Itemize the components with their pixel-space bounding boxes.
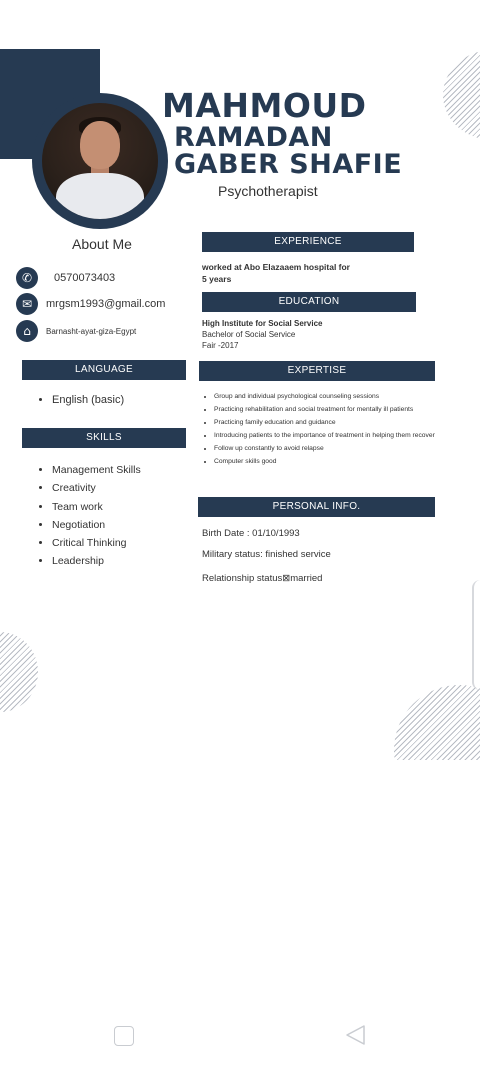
skill-item: • Leadership	[52, 552, 141, 570]
mail-icon: ✉	[16, 293, 38, 315]
email-address: mrgsm1993@gmail.com	[46, 298, 166, 310]
photo-face	[80, 121, 120, 169]
contact-address	[16, 320, 136, 342]
expertise-item: • Follow up constantly to avoid relapse	[214, 442, 435, 455]
expertise-heading: EXPERTISE	[199, 361, 435, 381]
birth-date: Birth Date : 01/10/1993	[202, 528, 300, 539]
home-address: Barnasht-ayat-giza-Egypt	[46, 326, 137, 336]
contact-phone	[16, 267, 115, 289]
education-heading: EDUCATION	[202, 292, 416, 312]
language-item: • English (basic)	[52, 394, 124, 406]
edge-scroll-handle[interactable]	[472, 580, 480, 690]
decorative-striped-circle	[0, 632, 38, 712]
job-title: Psychotherapist	[218, 183, 318, 199]
expertise-item: • Practicing rehabilitation and social treatment for mentally ill patients	[214, 403, 435, 416]
military-status: Military status: finished service	[202, 549, 331, 560]
language-heading: LANGUAGE	[22, 360, 186, 380]
name-first: MAHMOUD	[162, 86, 367, 125]
education-grade: Fair -2017	[202, 341, 239, 350]
experience-line: worked at Abo Elazaaem hospital for	[202, 262, 350, 272]
skill-item: • Critical Thinking	[52, 534, 141, 552]
system-navigation-bar	[0, 1000, 480, 1067]
skill-item: • Creativity	[52, 479, 141, 497]
relationship-status: Relationship status⊠married	[202, 573, 323, 584]
profile-photo	[42, 103, 158, 219]
phone-icon: ✆	[16, 267, 38, 289]
expertise-item: • Computer skills good	[214, 455, 435, 468]
education-school: High Institute for Social Service	[202, 319, 323, 328]
profile-photo-frame	[32, 93, 168, 229]
phone-number: 0570073403	[54, 272, 116, 284]
expertise-item: • Practicing family education and guidance	[214, 416, 435, 429]
education-text	[202, 318, 322, 351]
skills-list	[38, 461, 141, 571]
name-last: GABER SHAFIE	[174, 149, 403, 180]
photo-shirt	[56, 173, 144, 219]
contact-email	[16, 293, 165, 315]
experience-duration: 5 years	[202, 274, 232, 284]
experience-text	[202, 261, 350, 285]
expertise-item: • Introducing patients to the importance of treatment in helping them recover	[214, 429, 435, 442]
about-me-heading: About Me	[72, 236, 132, 252]
expertise-item: • Group and individual psychological counseling sessions	[214, 390, 435, 403]
decorative-striped-circle	[443, 50, 480, 140]
skill-item: • Team work	[52, 498, 141, 516]
skill-item: • Negotiation	[52, 516, 141, 534]
language-list	[38, 394, 124, 406]
recent-apps-button[interactable]	[114, 1026, 134, 1046]
name-middle: RAMADAN	[174, 122, 333, 153]
skills-heading: SKILLS	[22, 428, 186, 448]
personal-info-heading: PERSONAL INFO.	[198, 497, 435, 517]
home-icon: ⌂	[16, 320, 38, 342]
skill-item: • Management Skills	[52, 461, 141, 479]
expertise-list	[200, 390, 435, 468]
decorative-striped-circle	[394, 685, 480, 760]
back-triangle-icon[interactable]	[344, 1024, 368, 1046]
experience-heading: EXPERIENCE	[202, 232, 414, 252]
education-degree: Bachelor of Social Service	[202, 330, 296, 339]
